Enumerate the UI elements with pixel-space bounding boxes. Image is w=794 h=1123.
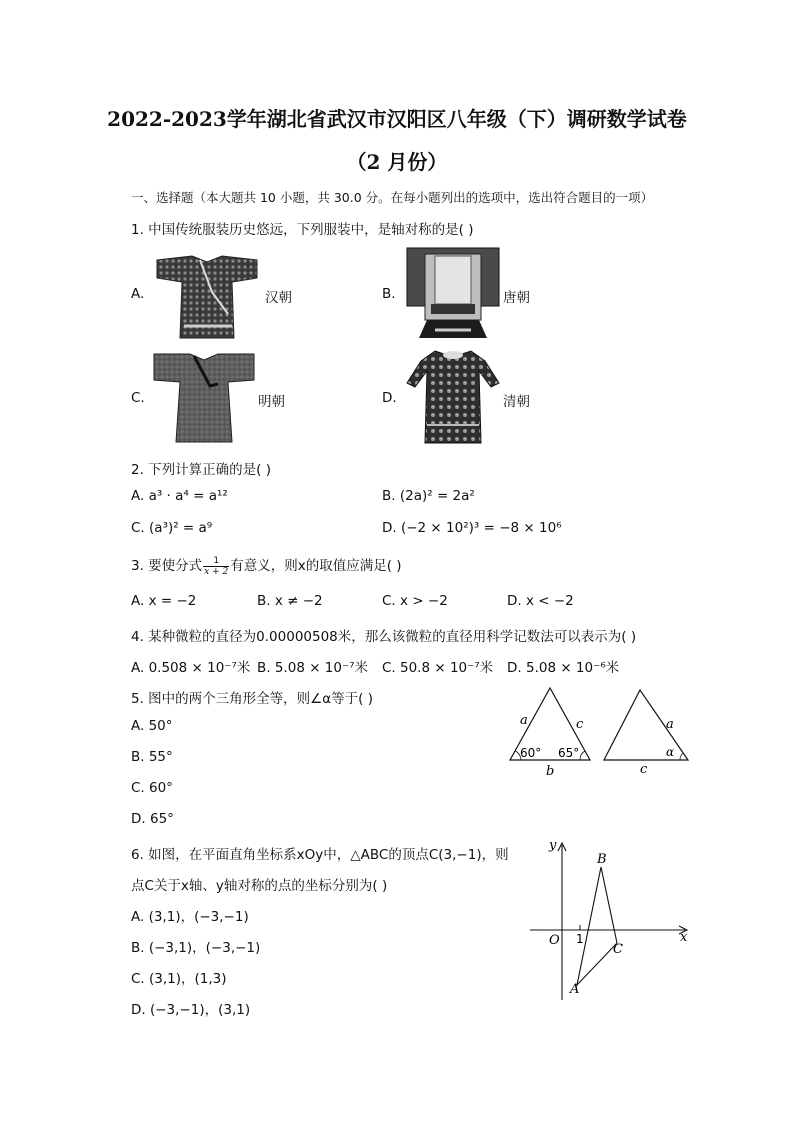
- question-6-stem-line2: 点C关于x轴、y轴对称的点的坐标分别为( ): [131, 878, 388, 894]
- congruent-triangles-figure: [500, 680, 700, 780]
- qing-robe-icon: [405, 347, 501, 445]
- section-heading: 一、选择题（本大题共 10 小题，共 30.0 分。在每小题列出的选项中，选出符合题目的一项）: [131, 190, 654, 205]
- t1-side-left-label: a: [520, 713, 528, 728]
- tick-one-label: 1: [576, 932, 584, 946]
- ming-robe-icon: [152, 352, 256, 444]
- t1-side-right-label: c: [576, 717, 584, 732]
- q6-option-c[interactable]: C. (3,1)，(1,3): [131, 971, 227, 987]
- t1-side-bottom-label: b: [546, 764, 555, 779]
- question-3-stem: [131, 554, 402, 577]
- q2-option-d[interactable]: D. (−2 × 10²)³ = −8 × 10⁶: [382, 520, 562, 536]
- q3-option-c[interactable]: C. x > −2: [382, 593, 448, 609]
- q3-fraction: [203, 556, 229, 577]
- origin-label: O: [549, 933, 560, 948]
- q1-option-a-label: 汉朝: [265, 290, 292, 306]
- x-axis-label: x: [680, 930, 688, 945]
- q1-option-d-label: 清朝: [503, 394, 530, 410]
- question-4-stem: 4. 某种微粒的直径为0.00000508米，那么该微粒的直径用科学记数法可以表示为( ): [131, 629, 637, 645]
- q1-option-d-letter[interactable]: D.: [382, 390, 397, 406]
- q3-option-d[interactable]: D. x < −2: [507, 593, 574, 609]
- point-b-label: B: [597, 852, 607, 867]
- t1-angle-left-label: 60°: [520, 746, 542, 760]
- q1-option-c-letter[interactable]: C.: [131, 390, 145, 406]
- tang-robe-icon: [405, 246, 501, 340]
- q2-option-c[interactable]: C. (a³)² = a⁹: [131, 520, 213, 536]
- triangle-2: [604, 690, 688, 760]
- q1-option-b-label: 唐朝: [503, 290, 530, 306]
- question-6-stem-line1: 6. 如图，在平面直角坐标系xOy中，△ABC的顶点C(3,−1)，则: [131, 847, 509, 863]
- t2-angle-arc: [680, 753, 683, 760]
- q3-stem-prefix: 3. 要使分式: [131, 558, 203, 574]
- q4-option-c[interactable]: C. 50.8 × 10⁻⁷米: [382, 660, 494, 676]
- question-1-stem: 1. 中国传统服装历史悠远，下列服装中，是轴对称的是( ): [131, 222, 474, 238]
- q5-option-a[interactable]: A. 50°: [131, 718, 173, 734]
- question-5-stem: 5. 图中的两个三角形全等，则∠α等于( ): [131, 691, 373, 707]
- q3-option-a[interactable]: A. x = −2: [131, 593, 197, 609]
- question-2-stem: 2. 下列计算正确的是( ): [131, 462, 271, 478]
- triangle-abc: [577, 867, 617, 985]
- q6-option-b[interactable]: B. (−3,1)，(−3,−1): [131, 940, 261, 956]
- q4-option-a[interactable]: A. 0.508 × 10⁻⁷米: [131, 660, 251, 676]
- q1-option-a-letter[interactable]: A.: [131, 286, 145, 302]
- t2-side-bottom-label: c: [640, 762, 648, 777]
- q5-option-d[interactable]: D. 65°: [131, 811, 174, 827]
- q4-option-b[interactable]: B. 5.08 × 10⁻⁷米: [257, 660, 369, 676]
- page-title: 2022-2023学年湖北省武汉市汉阳区八年级（下）调研数学试卷: [107, 107, 687, 131]
- q6-option-a[interactable]: A. (3,1)，(−3,−1): [131, 909, 249, 925]
- q5-option-c[interactable]: C. 60°: [131, 780, 173, 796]
- point-a-label: A: [570, 982, 580, 997]
- q3-option-b[interactable]: B. x ≠ −2: [257, 593, 323, 609]
- t1-angle-right-label: 65°: [558, 746, 580, 760]
- q3-stem-suffix: 有意义，则x的取值应满足( ): [230, 558, 402, 574]
- q2-option-a[interactable]: A. a³ · a⁴ = a¹²: [131, 488, 228, 504]
- coordinate-plane-figure: [525, 835, 700, 1005]
- q1-option-b-letter[interactable]: B.: [382, 286, 396, 302]
- q2-option-b[interactable]: B. (2a)² = 2a²: [382, 488, 475, 504]
- y-axis-label: y: [549, 838, 557, 853]
- q1-option-c-label: 明朝: [258, 394, 285, 410]
- q5-option-b[interactable]: B. 55°: [131, 749, 173, 765]
- q6-option-d[interactable]: D. (−3,−1)，(3,1): [131, 1002, 251, 1018]
- t1-angle-right-arc: [580, 751, 585, 760]
- q3-fraction-numerator: 1: [203, 556, 229, 567]
- page-subtitle: （2 月份）: [346, 150, 448, 174]
- han-robe-icon: [152, 252, 262, 340]
- point-c-label: C: [613, 942, 623, 957]
- t2-angle-label: α: [666, 745, 675, 759]
- q3-fraction-denominator: x + 2: [204, 566, 229, 577]
- q4-option-d[interactable]: D. 5.08 × 10⁻⁶米: [507, 660, 620, 676]
- t2-side-right-label: a: [666, 717, 674, 732]
